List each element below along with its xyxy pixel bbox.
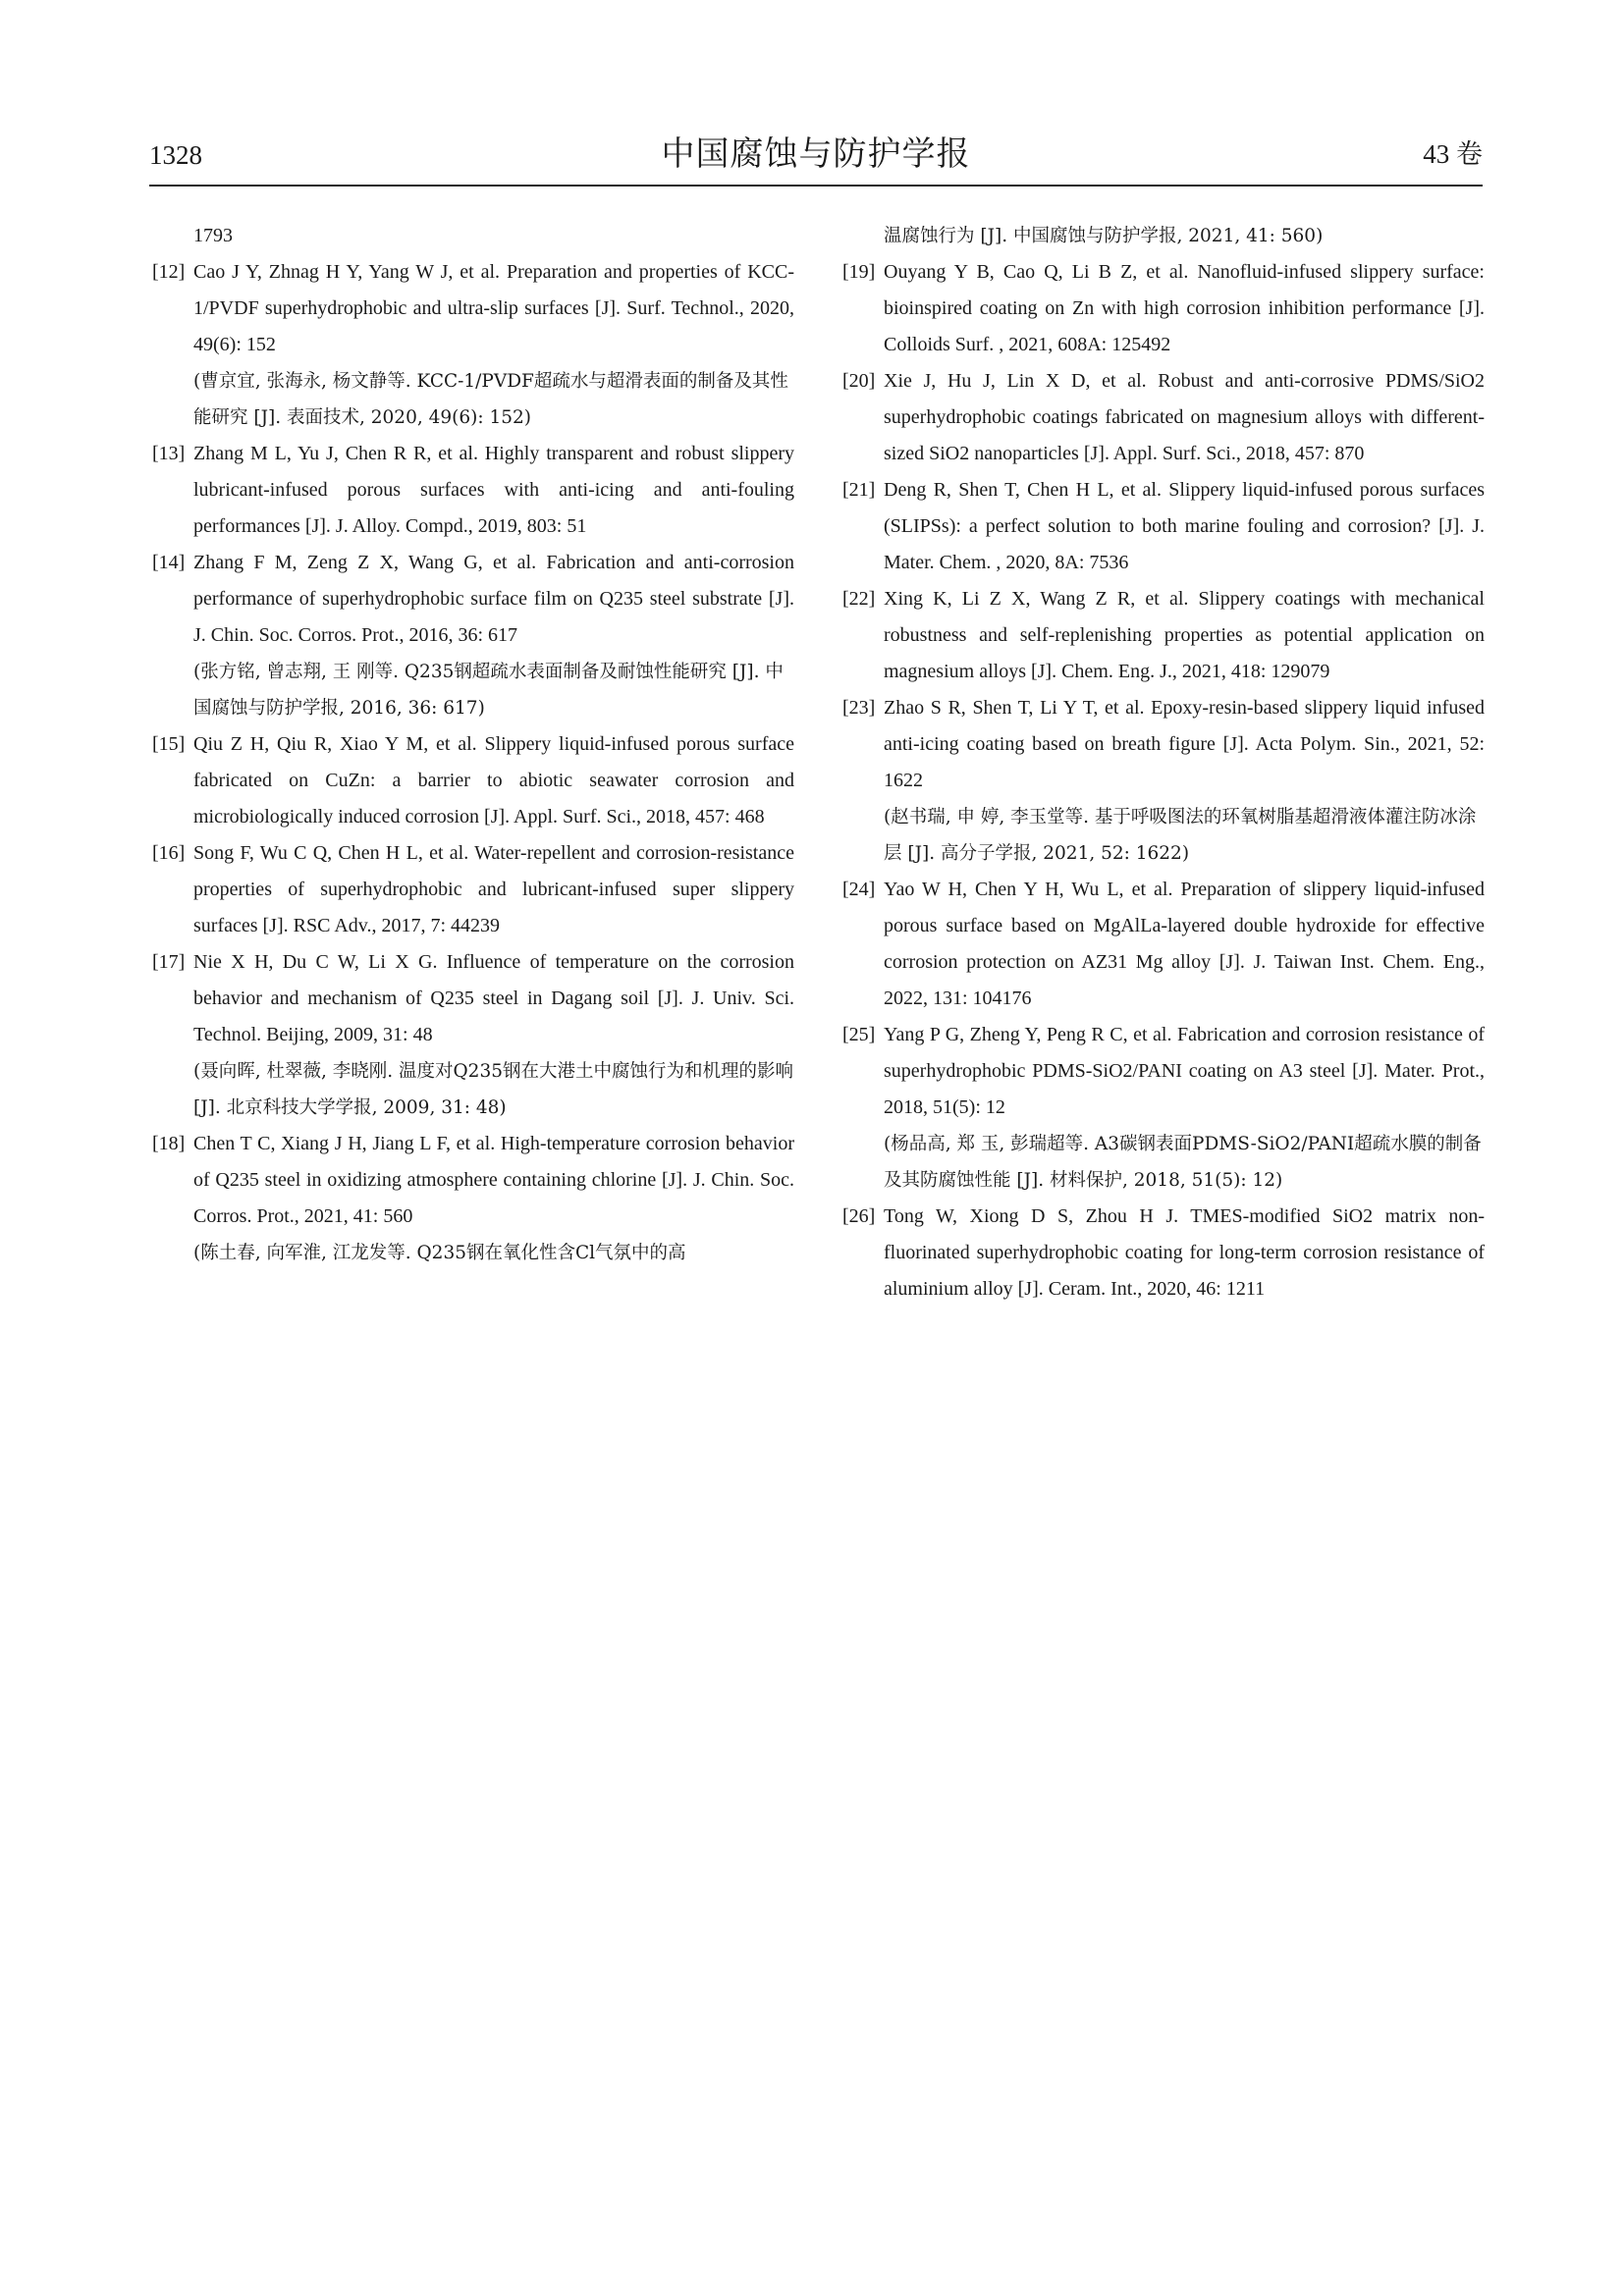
- reference-chinese: (赵书瑞, 申 婷, 李玉堂等. 基于呼吸图法的环氧树脂基超滑液体灌注防冰涂层 [J]. 高分子学报, 2021, 52: 1622): [884, 807, 1477, 864]
- page-number: 1328: [149, 140, 202, 170]
- reference-number: [16]: [152, 842, 186, 864]
- reference-item: [842, 1199, 1485, 1308]
- reference-number: [14]: [152, 552, 186, 573]
- reference-item: [152, 545, 794, 726]
- reference-number: [13]: [152, 443, 186, 464]
- reference-number: [15]: [152, 733, 186, 755]
- reference-continuation: [842, 218, 1485, 254]
- reference-number: [19]: [842, 261, 876, 283]
- reference-item: [152, 436, 794, 545]
- reference-number: [20]: [842, 370, 876, 392]
- reference-number: [12]: [152, 261, 186, 283]
- reference-chinese-continuation: 温腐蚀行为 [J]. 中国腐蚀与防护学报, 2021, 41: 560): [884, 226, 1324, 246]
- reference-item: [842, 363, 1485, 472]
- header-rule: [149, 185, 1483, 187]
- reference-chinese: (杨品高, 郑 玉, 彭瑞超等. A3碳钢表面PDMS-SiO2/PANI超疏水膜的制备及其防腐蚀性能 [J]. 材料保护, 2018, 51(5): 12): [884, 1134, 1482, 1191]
- reference-item: [152, 726, 794, 835]
- reference-text: Deng R, Shen T, Chen H L, et al. Slippery liquid-infused porous surfaces (SLIPSs): a perfect solution to both marine fouling and corrosion? [J]. J. Mater. Chem. , 2020, 8A: 7536: [884, 479, 1485, 573]
- reference-number: [18]: [152, 1133, 186, 1154]
- reference-item: [152, 254, 794, 436]
- reference-text: Xing K, Li Z X, Wang Z R, et al. Slippery coatings with mechanical robustness and self-replenishing properties as potential application on magnesium alloys [J]. Chem. Eng. J., 2021, 418: 129079: [884, 588, 1485, 682]
- reference-number: [21]: [842, 479, 876, 501]
- reference-item: [842, 472, 1485, 581]
- left-column: [152, 218, 794, 1271]
- reference-text: Tong W, Xiong D S, Zhou H J. TMES-modified SiO2 matrix non-fluorinated superhydrophobic coating for long-term corrosion resistance of aluminium alloy [J]. Ceram. Int., 2020, 46: 1211: [884, 1205, 1485, 1300]
- reference-number: [17]: [152, 951, 186, 973]
- reference-item: [842, 581, 1485, 690]
- reference-continuation: 1793: [193, 225, 233, 246]
- reference-text: Chen T C, Xiang J H, Jiang L F, et al. High-temperature corrosion behavior of Q235 steel in oxidizing atmosphere containing chlorine [J]. J. Chin. Soc. Corros. Prot., 2021, 41: 560: [193, 1133, 794, 1227]
- reference-item: [152, 1126, 794, 1271]
- reference-item: [842, 872, 1485, 1017]
- reference-number: [22]: [842, 588, 876, 610]
- reference-chinese: (聂向晖, 杜翠薇, 李晓刚. 温度对Q235钢在大港土中腐蚀行为和机理的影响 [J]. 北京科技大学学报, 2009, 31: 48): [193, 1061, 793, 1118]
- reference-text: Ouyang Y B, Cao Q, Li B Z, et al. Nanofluid-infused slippery surface: bioinspired coating on Zn with high corrosion inhibition performance [J]. Colloids Surf. , 2021, 608A: 125492: [884, 261, 1485, 355]
- running-header: [149, 133, 1483, 185]
- reference-text: Yao W H, Chen Y H, Wu L, et al. Preparation of slippery liquid-infused porous surface based on MgAlLa-layered double hydroxide for effective corrosion protection on AZ31 Mg alloy [J]. J. Taiwan Inst. Chem. Eng., 2022, 131: 104176: [884, 879, 1485, 1009]
- journal-title: 中国腐蚀与防护学报: [661, 134, 971, 174]
- reference-text: Cao J Y, Zhnag H Y, Yang W J, et al. Preparation and properties of KCC-1/PVDF superhydrophobic and ultra-slip surfaces [J]. Surf. Technol., 2020, 49(6): 152: [193, 261, 794, 355]
- reference-number: [26]: [842, 1205, 876, 1227]
- reference-number: [25]: [842, 1024, 876, 1045]
- reference-number: [24]: [842, 879, 876, 900]
- reference-item: [152, 944, 794, 1126]
- reference-text: Nie X H, Du C W, Li X G. Influence of temperature on the corrosion behavior and mechanism of Q235 steel in Dagang soil [J]. J. Univ. Sci. Technol. Beijing, 2009, 31: 48: [193, 951, 794, 1045]
- reference-item: [842, 690, 1485, 872]
- reference-text: Song F, Wu C Q, Chen H L, et al. Water-repellent and corrosion-resistance properties of superhydrophobic and lubricant-infused super slippery surfaces [J]. RSC Adv., 2017, 7: 44239: [193, 842, 794, 936]
- reference-item: [842, 254, 1485, 363]
- reference-chinese: (张方铭, 曾志翔, 王 刚等. Q235钢超疏水表面制备及耐蚀性能研究 [J]. 中国腐蚀与防护学报, 2016, 36: 617): [193, 662, 784, 719]
- reference-item: [152, 835, 794, 944]
- reference-chinese: (曹京宜, 张海永, 杨文静等. KCC-1/PVDF超疏水与超滑表面的制备及其性能研究 [J]. 表面技术, 2020, 49(6): 152): [193, 371, 788, 428]
- reference-number: [23]: [842, 697, 876, 719]
- reference-text: Zhang F M, Zeng Z X, Wang G, et al. Fabrication and anti-corrosion performance of superhydrophobic surface film on Q235 steel substrate [J]. J. Chin. Soc. Corros. Prot., 2016, 36: 617: [193, 552, 794, 646]
- reference-text: Xie J, Hu J, Lin X D, et al. Robust and anti-corrosive PDMS/SiO2 superhydrophobic coatings fabricated on magnesium alloys with different-sized SiO2 nanoparticles [J]. Appl. Surf. Sci., 2018, 457: 870: [884, 370, 1485, 464]
- reference-text: Yang P G, Zheng Y, Peng R C, et al. Fabrication and corrosion resistance of superhydrophobic PDMS-SiO2/PANI coating on A3 steel [J]. Mater. Prot., 2018, 51(5): 12: [884, 1024, 1485, 1118]
- reference-text: Zhang M L, Yu J, Chen R R, et al. Highly transparent and robust slippery lubricant-infused porous surfaces with anti-icing and anti-fouling performances [J]. J. Alloy. Compd., 2019, 803: 51: [193, 443, 794, 537]
- reference-text: Qiu Z H, Qiu R, Xiao Y M, et al. Slippery liquid-infused porous surface fabricated on CuZn: a barrier to abiotic seawater corrosion and microbiologically induced corrosion [J]. Appl. Surf. Sci., 2018, 457: 468: [193, 733, 794, 828]
- volume-label: 43 卷: [1423, 139, 1483, 169]
- right-column: [842, 218, 1485, 1308]
- reference-chinese: (陈土春, 向军淮, 江龙发等. Q235钢在氧化性含Cl气氛中的高: [193, 1243, 686, 1263]
- reference-text: Zhao S R, Shen T, Li Y T, et al. Epoxy-resin-based slippery liquid infused anti-icing coating based on breath figure [J]. Acta Polym. Sin., 2021, 52: 1622: [884, 697, 1485, 791]
- reference-item: [842, 1017, 1485, 1199]
